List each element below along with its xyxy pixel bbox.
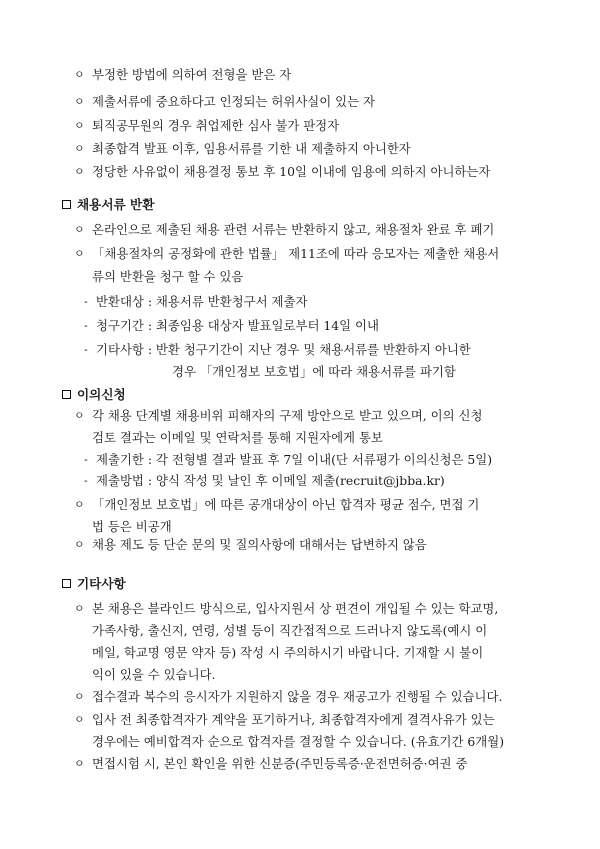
dash-icon: - — [84, 319, 88, 332]
section-title-other: 기타사항 — [77, 576, 126, 591]
bullet-icon: ㅇ — [74, 757, 85, 770]
bullet-icon: ㅇ — [74, 538, 85, 551]
other-bullet-1-line3: 메일, 학교명 영문 약자 등) 작성 시 주의하시기 바랍니다. 기재할 시 불이 — [92, 645, 484, 660]
dash-icon: - — [84, 474, 88, 487]
other-bullet-3-line2: 경우에는 예비합격자 순으로 합격자를 결정할 수 있습니다. (유효기간 6개월) — [92, 734, 505, 749]
other-bullet-1-line1: 본 채용은 블라인드 방식으로, 입사지원서 상 편견이 개입될 수 있는 학교명, — [92, 601, 499, 616]
disq-item-4: 최종합격 발표 이후, 임용서류를 기한 내 제출하지 아니한자 — [92, 141, 411, 156]
disq-item-3: 퇴직공무원의 경우 취업제한 심사 불가 판정자 — [92, 118, 340, 133]
bullet-icon: ㅇ — [74, 690, 85, 703]
bullet-icon: ㅇ — [74, 498, 85, 511]
other-bullet-4: 면접시험 시, 본인 확인을 위한 신분증(주민등록증·운전면허증·여권 중 — [92, 756, 468, 771]
return-bullet-2-line2: 류의 반환을 청구 할 수 있음 — [92, 269, 244, 284]
section-checkbox-icon — [62, 579, 71, 588]
appeal-bullet-2-line1: 「개인정보 보호법」에 따른 공개대상이 아닌 합격자 평균 점수, 면접 기 — [92, 497, 480, 512]
return-bullet-2-line1: 「채용절차의 공정화에 관한 법률」 제11조에 따라 응모자는 제출한 채용서 — [92, 246, 500, 261]
bullet-icon: ㅇ — [74, 68, 85, 81]
section-title-appeal: 이의신청 — [77, 387, 126, 402]
section-checkbox-icon — [62, 200, 71, 209]
other-bullet-1-line4: 익이 있을 수 있습니다. — [92, 667, 216, 682]
bullet-icon: ㅇ — [74, 247, 85, 260]
bullet-icon: ㅇ — [74, 602, 85, 615]
other-bullet-3-line1: 입사 전 최종합격자가 계약을 포기하거나, 최종합격자에게 결격사유가 있는 — [92, 712, 495, 727]
appeal-bullet-2-line2: 법 등은 비공개 — [92, 519, 172, 534]
dash-icon: - — [84, 295, 88, 308]
return-bullet-1: 온라인으로 제출된 채용 관련 서류는 반환하지 않고, 채용절차 완료 후 폐기 — [92, 222, 495, 237]
return-dash-1: 반환대상 : 채용서류 반환청구서 제출자 — [96, 294, 308, 309]
bullet-icon: ㅇ — [74, 165, 85, 178]
bullet-icon: ㅇ — [74, 119, 85, 132]
return-dash-3-line2: 경우 「개인정보 보호법」에 따라 채용서류를 파기함 — [172, 364, 456, 379]
appeal-dash-1: 제출기한 : 각 전형별 결과 발표 후 7일 이내(단 서류평가 이의신청은 5일) — [96, 452, 493, 467]
return-dash-2: 청구기간 : 최종임용 대상자 발표일로부터 14일 이내 — [96, 318, 379, 333]
section-title-return: 채용서류 반환 — [77, 197, 155, 212]
other-bullet-2: 접수결과 복수의 응시자가 지원하지 않을 경우 재공고가 진행될 수 있습니다. — [92, 689, 503, 704]
return-dash-3-line1: 기타사항 : 반환 청구기간이 지난 경우 및 채용서류를 반환하지 아니한 — [96, 342, 471, 357]
dash-icon: - — [84, 343, 88, 356]
section-checkbox-icon — [62, 390, 71, 399]
disq-item-1: 부정한 방법에 의하여 전형을 받은 자 — [92, 67, 292, 82]
appeal-dash-2: 제출방법 : 양식 작성 및 날인 후 이메일 제출(recruit@jbba.kr) — [96, 473, 445, 488]
disq-item-2: 제출서류에 중요하다고 인정되는 허위사실이 있는 자 — [92, 94, 376, 109]
appeal-bullet-1-line1: 각 채용 단계별 채용비위 피해자의 구제 방안으로 받고 있으며, 이의 신청 — [92, 408, 483, 423]
disq-item-5: 정당한 사유없이 채용결정 통보 후 10일 이내에 임용에 의하지 아니하는자 — [92, 164, 491, 179]
bullet-icon: ㅇ — [74, 713, 85, 726]
appeal-bullet-1-line2: 검토 결과는 이메일 및 연락처를 통해 지원자에게 통보 — [92, 430, 383, 445]
bullet-icon: ㅇ — [74, 409, 85, 422]
bullet-icon: ㅇ — [74, 223, 85, 236]
bullet-icon: ㅇ — [74, 95, 85, 108]
dash-icon: - — [84, 453, 88, 466]
bullet-icon: ㅇ — [74, 142, 85, 155]
appeal-bullet-3: 채용 제도 등 단순 문의 및 질의사항에 대해서는 답변하지 않음 — [92, 537, 427, 552]
other-bullet-1-line2: 가족사항, 출신지, 연령, 성별 등이 직간접적으로 드러나지 않도록(예시 이 — [92, 623, 488, 638]
